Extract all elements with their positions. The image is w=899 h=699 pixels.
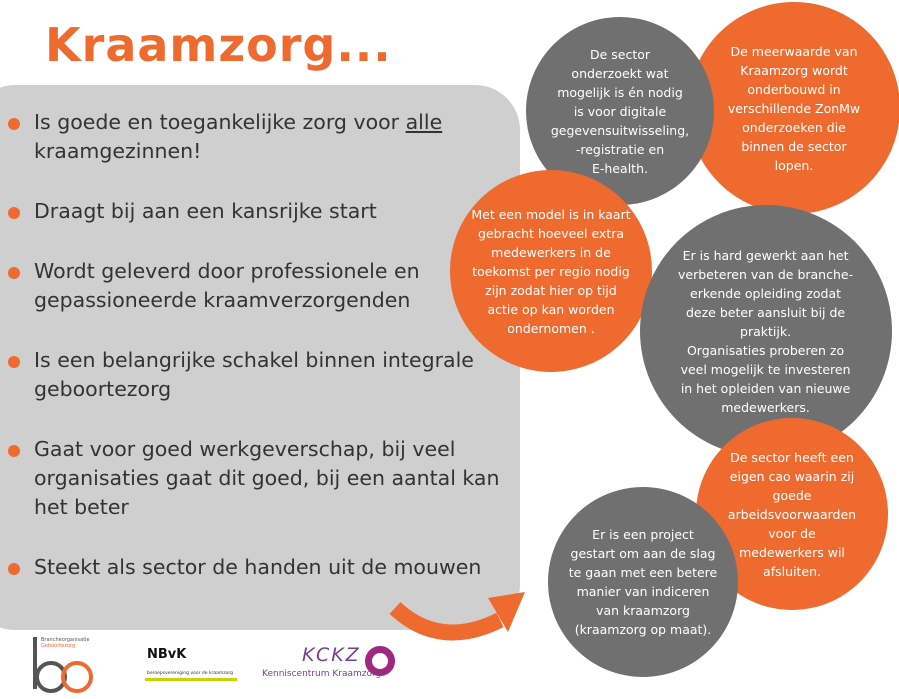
circle-indiceren: [548, 487, 738, 677]
circle-text: Met een model is in kaart gebracht hoeveel extra medewerkers in de toekomst per regio nodig zijn zodat hier op tijd actie op kan worden ondernomen .: [471, 206, 631, 336]
bullet-text: kraamgezinnen!: [34, 139, 202, 163]
bullet-item: [8, 346, 508, 404]
kckz-sub: Kenniscentrum Kraamzorg: [262, 669, 382, 679]
bullet-dot-icon: [8, 118, 20, 130]
bullet-text: Draagt bij aan een kansrijke start: [34, 199, 377, 223]
nbvk-name: NBvK: [147, 647, 187, 662]
bullet-text: Is een belangrijke schakel binnen integrale geboortezorg: [34, 348, 474, 401]
circle-text: Er is hard gewerkt aan het verbeteren van de branche- erkende opleiding zodat deze beter aansluit bij de praktijk. Organisaties proberen zo veel mogelijk te investeren in het opleiden van nieuwe medewerkers.: [678, 247, 854, 415]
kckz-name: KCKZ: [302, 644, 361, 666]
bullet-item: [8, 435, 508, 522]
bullet-underlined: alle: [405, 110, 443, 134]
bullet-dot-icon: [8, 267, 20, 279]
bullet-item: [8, 257, 508, 315]
bullet-dot-icon: [8, 356, 20, 368]
bullet-item: [8, 108, 508, 166]
nbvk-logo: [145, 647, 240, 683]
bullet-text: Wordt geleverd door professionele en gepassioneerde kraamverzorgenden: [34, 259, 420, 312]
circle-text: De sector heeft een eigen cao waarin zij goede arbeidsvoorwaarden voor de medewerkers wil afsluiten.: [727, 449, 857, 579]
page-title: Kraamzorg...: [45, 18, 392, 72]
circle-text: De sector onderzoekt wat mogelijk is én nodig is voor digitale gegevensuitwisseling, -registratie en E-health.: [550, 46, 690, 176]
circle-opleiding: [640, 205, 892, 457]
bullet-dot-icon: [8, 445, 20, 457]
bullet-text: Is goede en toegankelijke zorg voor: [34, 110, 406, 134]
bo-logo-line2: Geboortezorg: [41, 643, 76, 649]
bullet-item: [8, 197, 508, 226]
bullet-text: Gaat voor goed werkgeverschap, bij veel organisaties gaat dit goed, bij een aantal kan het beter: [34, 437, 500, 519]
curved-arrow-icon: [380, 570, 540, 650]
bullet-dot-icon: [8, 563, 20, 575]
circle-text: Er is een project gestart om aan de slag te gaan met een betere manier van indiceren van kraamzorg (kraamzorg op maat).: [568, 527, 718, 637]
bullet-text: Steekt als sector de handen uit de mouwen: [34, 555, 482, 579]
bullet-dot-icon: [8, 207, 20, 219]
circle-model: [450, 170, 652, 372]
bo-logo: [33, 637, 93, 691]
bo-logo-line1: Brancheorganisatie: [41, 637, 90, 643]
circle-text: De meerwaarde van Kraamzorg wordt onderbouwd in verschillende ZonMw onderzoeken die binnen de sector lopen.: [727, 43, 861, 173]
bullet-list: [8, 108, 508, 613]
circle-zonmw: [688, 2, 899, 214]
kckz-logo: [260, 644, 405, 684]
nbvk-sub: beroepsvereniging voor de kraamzorg: [147, 671, 234, 676]
